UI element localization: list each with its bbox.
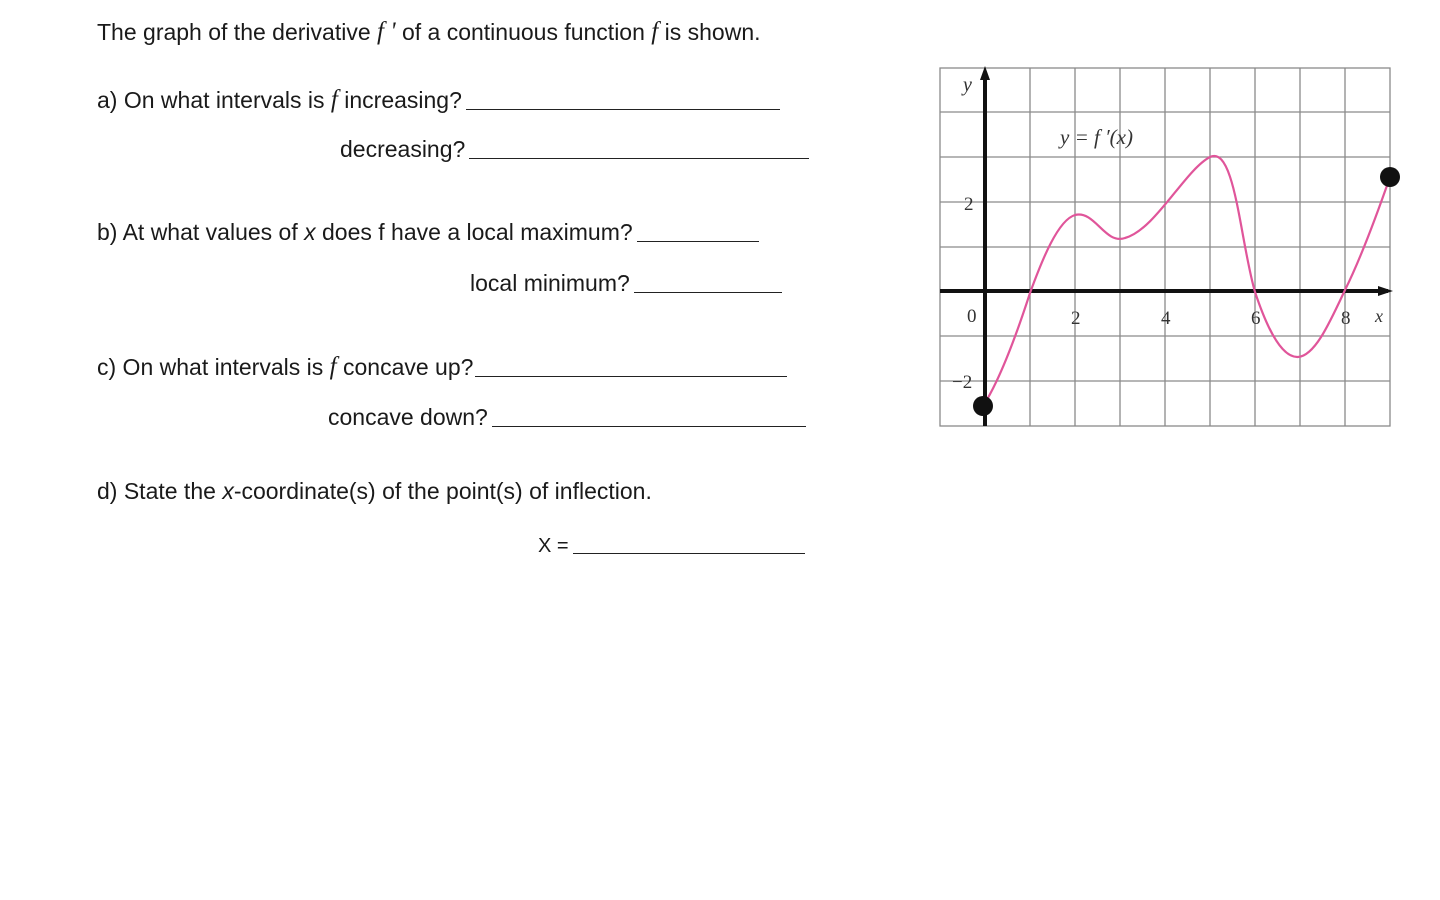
- qd-x: x: [222, 478, 234, 504]
- question-a-decreasing: [340, 136, 809, 163]
- title-f: f: [651, 18, 659, 45]
- qc-text-1: c) On what intervals is: [97, 354, 324, 380]
- answer-blank-inflection[interactable]: [573, 552, 805, 554]
- qd-text-3: X =: [538, 535, 569, 557]
- grid-lines: [940, 68, 1390, 426]
- answer-blank-local-min[interactable]: [634, 291, 782, 293]
- answer-blank-concave-up[interactable]: [475, 375, 787, 377]
- curve-left-endpoint: [973, 396, 993, 416]
- derivative-curve: [983, 156, 1390, 406]
- qd-text-2: -coordinate(s) of the point(s) of inflection.: [233, 478, 652, 504]
- question-d-answer: [538, 535, 805, 558]
- y-axis-label: y: [963, 74, 972, 96]
- x-axis-arrow: [1378, 286, 1393, 296]
- origin-label: 0: [967, 306, 977, 327]
- y-tick-2: 2: [964, 194, 974, 215]
- qa-text-2: increasing?: [344, 87, 462, 113]
- title-text-2: of a continuous function: [401, 19, 645, 45]
- answer-blank-local-max[interactable]: [637, 240, 759, 242]
- qb-text-2: does f have a local maximum?: [322, 219, 633, 245]
- question-a-increasing: [97, 86, 780, 114]
- title-text-3: is shown.: [664, 19, 761, 45]
- x-tick-4: 4: [1161, 308, 1171, 329]
- curve-label: y = f ′(x): [1060, 125, 1133, 149]
- curve-right-endpoint: [1380, 167, 1400, 187]
- title-fprime: f ': [377, 18, 396, 45]
- qa-text-3: decreasing?: [340, 136, 466, 162]
- derivative-graph: [930, 60, 1400, 445]
- qb-x: x: [304, 219, 316, 245]
- x-tick-2: 2: [1071, 308, 1081, 329]
- x-axis-label: x: [1375, 306, 1383, 326]
- answer-blank-increasing[interactable]: [466, 108, 780, 110]
- qa-text-1: a) On what intervals is: [97, 87, 325, 113]
- qc-text-3: concave down?: [328, 404, 488, 430]
- question-b-local-min: [470, 270, 782, 297]
- qc-f: f: [329, 353, 337, 380]
- answer-blank-decreasing[interactable]: [469, 157, 809, 159]
- question-c-concave-up: [97, 353, 787, 381]
- question-c-concave-down: [328, 404, 806, 431]
- qa-f: f: [330, 86, 338, 113]
- qd-text-1: d) State the: [97, 478, 216, 504]
- y-tick-neg2: −2: [952, 372, 973, 393]
- question-d-inflection: [97, 478, 652, 505]
- answer-blank-concave-down[interactable]: [492, 425, 806, 427]
- graph-svg: [930, 60, 1400, 440]
- x-tick-8: 8: [1341, 308, 1351, 329]
- problem-statement: [97, 18, 761, 46]
- qb-text-1: b) At what values of: [97, 219, 298, 245]
- question-b-local-max: [97, 219, 759, 246]
- x-tick-6: 6: [1251, 308, 1261, 329]
- qc-text-2: concave up?: [342, 354, 474, 380]
- qb-text-3: local minimum?: [470, 270, 630, 296]
- title-text-1: The graph of the derivative: [97, 19, 371, 45]
